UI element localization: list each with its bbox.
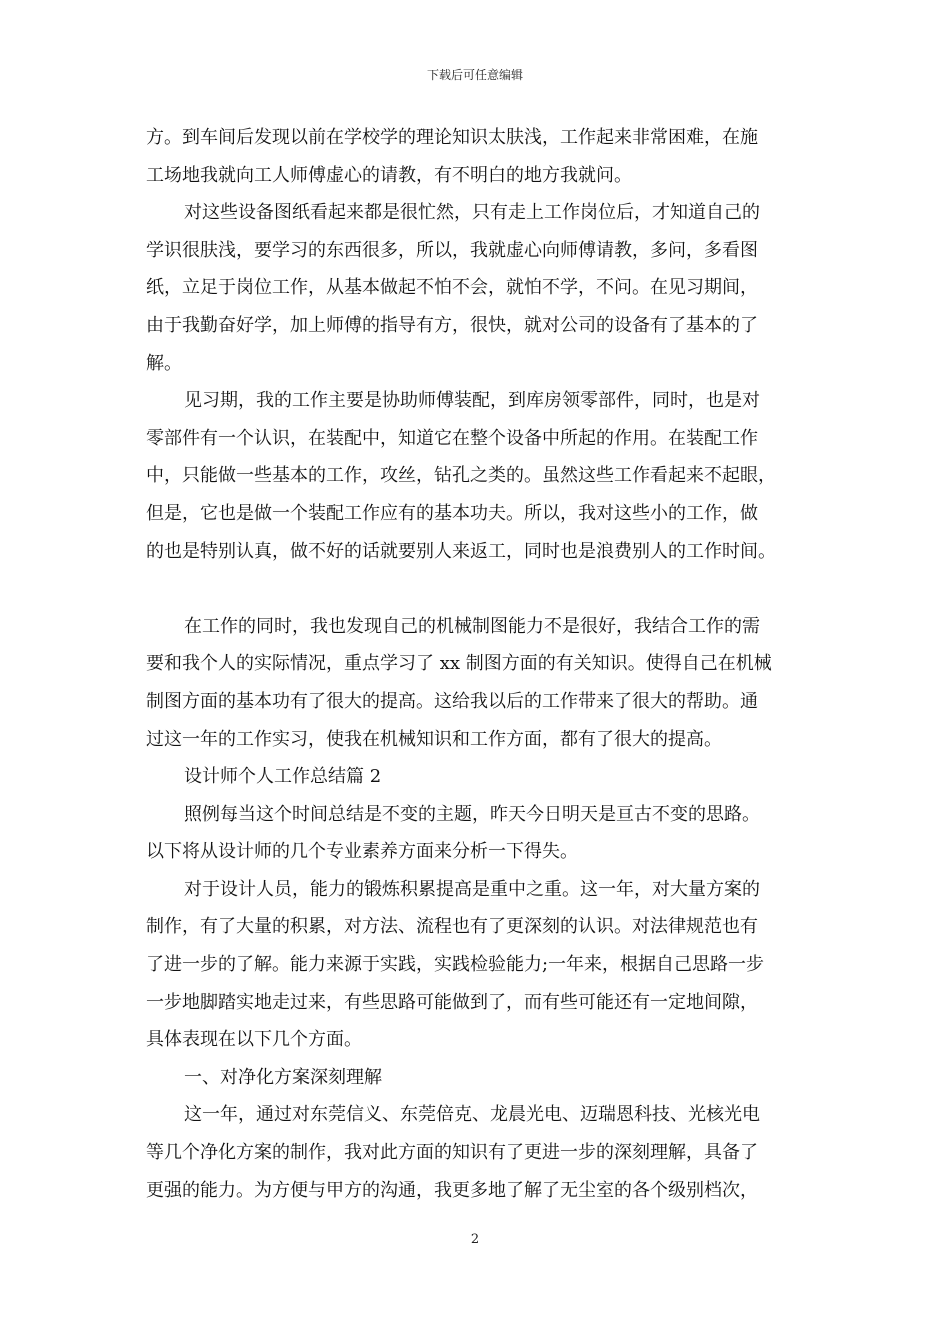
text-line: 更强的能力。为方便与甲方的沟通，我更多地了解了无尘室的各个级别档次，	[146, 1179, 758, 1201]
text-line: 要和我个人的实际情况，重点学习了 xx 制图方面的有关知识。使得自己在机械	[146, 653, 772, 675]
text-line: 制作，有了大量的积累，对方法、流程也有了更深刻的认识。对法律规范也有	[146, 916, 758, 938]
paragraph	[146, 796, 812, 871]
text-line: 对于设计人员，能力的锻炼积累提高是重中之重。这一年，对大量方案的	[184, 878, 760, 900]
paragraph	[146, 608, 812, 758]
text-line: 过这一年的工作实习，使我在机械知识和工作方面，都有了很大的提高。	[146, 728, 722, 750]
paragraph	[146, 871, 812, 1059]
text-line: 制图方面的基本功有了很大的提高。这给我以后的工作带来了很大的帮助。通	[146, 690, 758, 712]
text-line: 了进一步的了解。能力来源于实践，实践检验能力;一年来，根据自己思路一步	[146, 954, 765, 976]
paragraph	[146, 119, 812, 194]
section-heading	[146, 758, 812, 796]
text-line: 的也是特别认真，做不好的话就要别人来返工，同时也是浪费别人的工作时间。	[146, 540, 776, 562]
text-line: 对这些设备图纸看起来都是很忙然，只有走上工作岗位后，才知道自己的	[184, 202, 760, 224]
text-line: 学识很肤浅，要学习的东西很多，所以，我就虚心向师傅请教，多问，多看图	[146, 239, 758, 261]
text-line: 在工作的同时，我也发现自己的机械制图能力不是很好，我结合工作的需	[184, 615, 760, 637]
page-header: 下载后可任意编辑	[426, 68, 523, 82]
text-line: 以下将从设计师的几个专业素养方面来分析一下得失。	[146, 841, 578, 863]
blank-line	[146, 570, 812, 608]
text-line: 设计师个人工作总结篇 2	[184, 766, 382, 788]
text-line: 方。到车间后发现以前在学校学的理论知识太肤浅，工作起来非常困难，在施	[146, 127, 758, 148]
text-line: 中，只能做一些基本的工作，攻丝，钻孔之类的。虽然这些工作看起来不起眼，	[146, 465, 776, 487]
text-line: 一步地脚踏实地走过来，有些思路可能做到了，而有些可能还有一定地间隙，	[146, 991, 758, 1013]
document-body	[146, 119, 812, 1209]
text-line: 但是，它也是做一个装配工作应有的基本功夫。所以，我对这些小的工作，做	[146, 502, 758, 524]
text-line: 一、对净化方案深刻理解	[184, 1066, 382, 1088]
section-heading	[146, 1059, 812, 1097]
paragraph	[146, 1096, 812, 1209]
text-line: 等几个净化方案的制作，我对此方面的知识有了更进一步的深刻理解，具备了	[146, 1142, 758, 1164]
text-line: 纸，立足于岗位工作，从基本做起不怕不会，就怕不学，不问。在见习期间，	[146, 277, 758, 299]
text-line: 解。	[146, 352, 182, 374]
text-line: 零部件有一个认识，在装配中，知道它在整个设备中所起的作用。在装配工作	[146, 427, 758, 449]
text-line: 这一年，通过对东莞信义、东莞倍克、龙晨光电、迈瑞恩科技、光核光电	[184, 1104, 760, 1126]
page-number: 2	[470, 1232, 480, 1247]
text-line: 由于我勤奋好学，加上师傅的指导有方，很快，就对公司的设备有了基本的了	[146, 314, 758, 336]
text-line: 见习期，我的工作主要是协助师傅装配，到库房领零部件，同时，也是对	[184, 390, 760, 412]
text-line: 照例每当这个时间总结是不变的主题，昨天今日明天是亘古不变的思路。	[184, 803, 760, 825]
paragraph	[146, 382, 812, 570]
text-line: 具体表现在以下几个方面。	[146, 1029, 362, 1051]
paragraph	[146, 194, 812, 382]
text-line: 工场地我就向工人师傅虚心的请教，有不明白的地方我就问。	[146, 164, 632, 186]
